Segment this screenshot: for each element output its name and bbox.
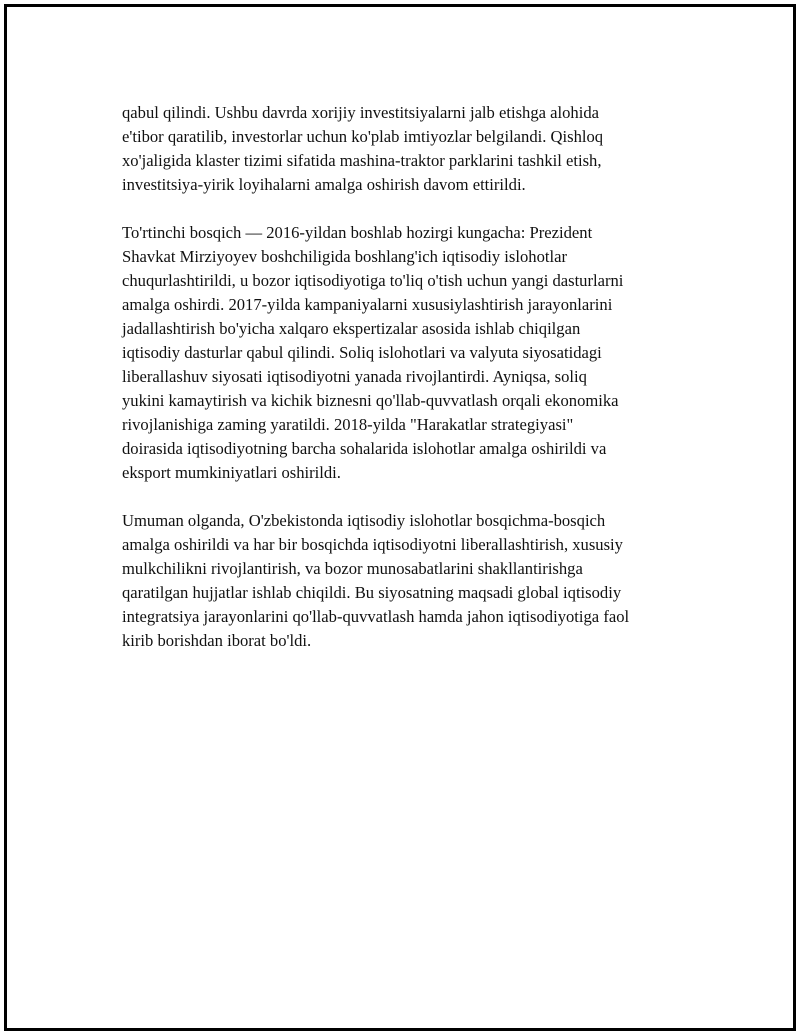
text-line: qaratilgan hujjatlar ishlab chiqildi. Bu siyosatning maqsadi global iqtisodiy bbox=[122, 583, 622, 602]
paragraph-1 bbox=[122, 101, 697, 197]
text-line: kirib borishdan iborat bo'ldi. bbox=[122, 631, 312, 650]
text-line: amalga oshirdi. 2017-yilda kampaniyalarni xususiylashtirish jarayonlarini bbox=[122, 295, 613, 314]
text-line: Shavkat Mirziyoyev boshchiligida boshlang'ich iqtisodiy islohotlar bbox=[122, 247, 567, 266]
page-content bbox=[122, 101, 697, 677]
text-line: To'rtinchi bosqich — 2016-yildan boshlab hozirgi kungacha: Prezident bbox=[122, 223, 593, 242]
text-line: doirasida iqtisodiyotning barcha sohalarida islohotlar amalga oshirildi va bbox=[122, 439, 607, 458]
text-line: yukini kamaytirish va kichik biznesni qo'llab-quvvatlash orqali ekonomika bbox=[122, 391, 619, 410]
paragraph-3 bbox=[122, 509, 697, 653]
page-frame bbox=[4, 4, 796, 1031]
text-line: amalga oshirildi va har bir bosqichda iqtisodiyotni liberallashtirish, xususiy bbox=[122, 535, 623, 554]
text-line: qabul qilindi. Ushbu davrda xorijiy investitsiyalarni jalb etishga alohida bbox=[122, 103, 599, 122]
text-line: integratsiya jarayonlarini qo'llab-quvvatlash hamda jahon iqtisodiyotiga faol bbox=[122, 607, 630, 626]
text-line: rivojlanishiga zaming yaratildi. 2018-yilda "Harakatlar strategiyasi" bbox=[122, 415, 574, 434]
text-line: eksport mumkiniyatlari oshirildi. bbox=[122, 463, 341, 482]
text-line: chuqurlashtirildi, u bozor iqtisodiyotiga to'liq o'tish uchun yangi dasturlarni bbox=[122, 271, 624, 290]
text-line: xo'jaligida klaster tizimi sifatida mashina-traktor parklarini tashkil etish, bbox=[122, 151, 602, 170]
text-line: jadallashtirish bo'yicha xalqaro ekspertizalar asosida ishlab chiqilgan bbox=[122, 319, 581, 338]
paragraph-2 bbox=[122, 221, 697, 485]
text-line: iqtisodiy dasturlar qabul qilindi. Soliq islohotlari va valyuta siyosatidagi bbox=[122, 343, 602, 362]
text-line: Umuman olganda, O'zbekistonda iqtisodiy islohotlar bosqichma-bosqich bbox=[122, 511, 606, 530]
text-line: liberallashuv siyosati iqtisodiyotni yanada rivojlantirdi. Ayniqsa, soliq bbox=[122, 367, 587, 386]
text-line: e'tibor qaratilib, investorlar uchun ko'plab imtiyozlar belgilandi. Qishloq bbox=[122, 127, 604, 146]
text-line: investitsiya-yirik loyihalarni amalga oshirish davom ettirildi. bbox=[122, 175, 526, 194]
text-line: mulkchilikni rivojlantirish, va bozor munosabatlarini shakllantirishga bbox=[122, 559, 583, 578]
